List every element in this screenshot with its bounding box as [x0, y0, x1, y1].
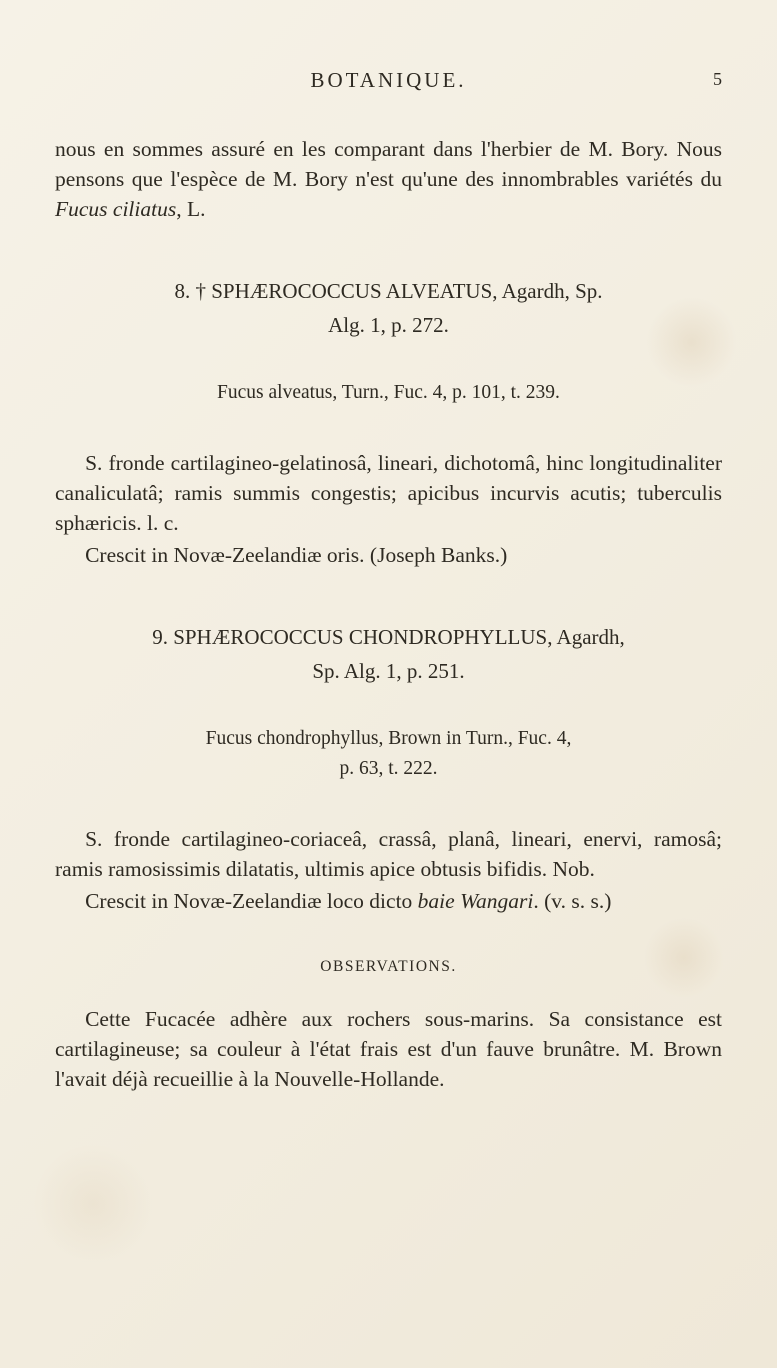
page-number: 5: [713, 69, 722, 89]
species-9-description: S. fronde cartilagineo-coriaceâ, crassâ, planâ, lineari, enervi, ramosâ; ramis ramosissimis dilatatis, ultimis apice obtusis bifidis. Nob.: [55, 827, 722, 881]
observations-paragraph: Cette Fucacée adhère aux rochers sous-marins. Sa consistance est cartilagineuse; sa couleur à l'état frais est d'un fauve brunâtre. M. Brown l'avait déjà recueillie à la Nouvelle-Hollande.: [55, 1007, 722, 1091]
species-9-heading-line1: 9. SPHÆROCOCCUS CHONDROPHYLLUS, Agardh,: [152, 625, 625, 649]
species-8-heading-line2: Alg. 1, p. 272.: [328, 313, 449, 337]
species-9-synonym-line2: p. 63, t. 222.: [339, 758, 438, 779]
species-9-habitat-before: Crescit in Novæ-Zeelandiæ loco dicto: [85, 889, 418, 913]
intro-text-after: , L.: [176, 197, 206, 221]
species-9-habitat-after: . (v. s. s.): [533, 889, 612, 913]
species-9-synonym: [55, 724, 722, 784]
intro-species-name-italic: Fucus ciliatus: [55, 197, 177, 221]
species-8-heading: [55, 274, 722, 342]
running-title: BOTANIQUE.: [310, 68, 467, 92]
species-8-heading-line1: 8. † SPHÆROCOCCUS ALVEATUS, Agardh, Sp.: [174, 279, 603, 303]
species-8-synonym: Fucus alveatus, Turn., Fuc. 4, p. 101, t. 239.: [217, 382, 560, 403]
species-9-habitat: [55, 886, 722, 916]
species-8-habitat: Crescit in Novæ-Zeelandiæ oris. (Joseph Banks.): [85, 543, 508, 567]
intro-text-before: nous en sommes assuré en les comparant dans l'herbier de M. Bory. Nous pensons que l'espèce de M. Bory n'est qu'une des innombrables variétés du: [55, 137, 722, 191]
species-8-description: S. fronde cartilagineo-gelatinosâ, lineari, dichotomâ, hinc longitudinaliter canaliculatâ; ramis summis congestis; apicibus incurvis acutis; tuberculis sphæricis. l. c.: [55, 451, 722, 535]
intro-paragraph: [55, 134, 722, 224]
species-9-habitat-locality-italic: baie Wangari: [417, 889, 534, 913]
page-header: [55, 68, 722, 98]
observations-heading: OBSERVATIONS.: [320, 958, 457, 975]
species-9-heading: [55, 620, 722, 688]
species-9-heading-line2: Sp. Alg. 1, p. 251.: [312, 659, 465, 683]
species-9-synonym-line1: Fucus chondrophyllus, Brown in Turn., Fuc. 4,: [205, 728, 572, 749]
